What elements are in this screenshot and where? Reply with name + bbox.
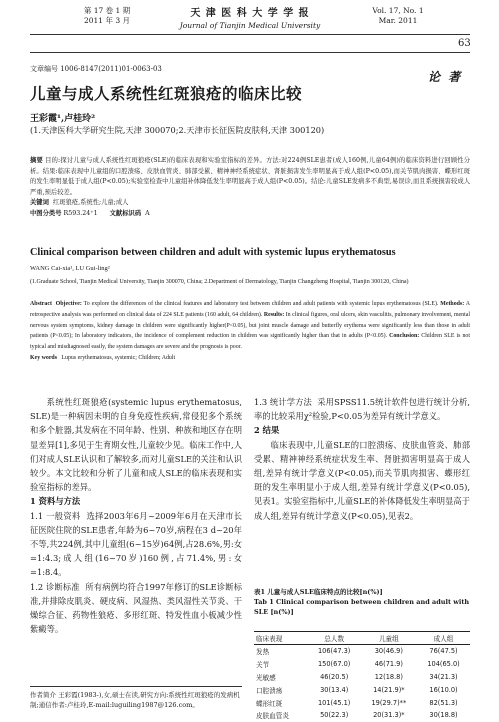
section-1-2-title: 1.2 诊断标准 <box>30 581 80 592</box>
table-cell: 关节 <box>256 661 270 670</box>
section-1-1 <box>30 509 242 580</box>
en-methods: A retrospective analysis was performed on clinical data of 224 SLE patients (160 adult, 64 children). <box>30 301 470 318</box>
table-cell: 30(13.4) <box>320 685 349 694</box>
journal-header <box>150 4 350 30</box>
en-keywords-label: Key words <box>30 354 57 361</box>
section-1-3-text: 采用SPSS11.5统计软件包进行统计分析,率的比较采用χ²检验,P<0.05为差异有统计学意义。 <box>254 397 470 422</box>
header-rule <box>30 34 470 35</box>
en-conclusion: Children SLE is not typical and misdiagnosed easily, the system damages are severe and the prognosis is poor. <box>30 333 470 351</box>
en-objective: To explore the differences of the clinical features and laboratory test between children and adult patients with systemic lupus erythematosus (SLE). <box>83 301 439 307</box>
article-category: 论 著 <box>428 70 463 84</box>
table-cell: 30(18.8) <box>429 711 458 720</box>
abstract-paragraph <box>30 156 470 198</box>
abstract-text: 目的:探讨儿童与成人系统性红斑狼疮(SLE)的临床表现和实验室指标的差异。方法:对224例SLE患者(成人160例,儿童64例)的临床资料进行回顾性分析。结果:临床表现中儿童组的口腔溃疡、皮肤血管炎、肺部受累、精神神经系统症状、肾脏损害发生率明显高于成人组(P<0.05),而关节肌肉损害、蝶形红斑的发生率明显低于成人组(P<0.05);实验室检查中儿童组补体降低发生率明显高于成人组(P<0.05)。结论:儿童SLE发病多不典型,易误诊,而且系统损害较成人严重,预后较差。 <box>30 157 470 196</box>
en-conclusion-label: Conclusion: <box>389 333 420 340</box>
table-cell: 50(22.3) <box>320 711 349 720</box>
en-keywords-line <box>30 353 470 364</box>
section-1-3-title: 1.3 统计学方法 <box>254 397 312 407</box>
abstract-label: 摘要 <box>30 157 43 164</box>
table-cell: 蝶形红斑 <box>256 699 283 708</box>
table-row <box>254 671 470 684</box>
table-row <box>254 645 470 658</box>
table-cell: 16(10.0) <box>429 685 458 694</box>
table-cell: 发热 <box>256 648 270 657</box>
footnote-rule <box>30 686 242 687</box>
authors: 王彩霞¹,卢桂玲² <box>30 114 96 124</box>
header-issue-en <box>368 6 428 26</box>
table-header-row <box>254 632 470 645</box>
doc-code-label: 文献标识码 <box>109 209 142 217</box>
table-cell: 14(21.9)* <box>373 685 405 694</box>
section-1-1-title: 1.1 一般资料 <box>30 510 81 521</box>
clc-value: R593.24⁺1 <box>63 209 98 217</box>
table-row <box>254 683 470 696</box>
en-results: In clinical figures, oral ulcers, skin vasculitis, pulmonary involvement, mental nervous system symptoms, kidney damage in children were significantly higher(P<0.05), but joint muscle damage and butterfly erythema were significantly less than those in adult patients (P<0.05); In laboratory indicators, the incidence of complement reduction in children was significantly higher than that in adults (P<0.05). <box>30 311 470 340</box>
section-1-1-text: 选择2003年6月~2009年6月在天津市长征医院住院的SLE患者,年龄为6~70岁,病程在3 d~20年不等,共224例,其中儿童组(6~15岁)64例,占28.6%,男:女=1:4.3;成人组(16~70岁)160例,占71.4%,男:女=1:8.4。 <box>30 510 242 578</box>
header-volume-en: Vol. 17, No. 1 <box>372 6 424 15</box>
body-right-column <box>254 395 470 523</box>
section-1-2-text: 所有病例均符合1997年修订的SLE诊断标准,并排除皮肌炎、硬皮病、风湿热、类风湿性关节炎、干燥综合征、药物性狼疮、多形红斑、特发性血小板减少性紫癜等。 <box>30 581 242 635</box>
page-number: 63 <box>458 38 471 49</box>
keywords-line <box>30 198 470 209</box>
table-cell: 76(47.5) <box>429 647 458 656</box>
body-left-column <box>30 395 242 636</box>
journal-name-en: Journal of Tianjin Medical University <box>179 21 321 30</box>
en-results-label: Results: <box>263 311 285 318</box>
table-cell: 46(71.9) <box>374 660 403 669</box>
header-rule-2 <box>30 52 470 53</box>
journal-name-cn: 天 津 医 科 大 学 学 报 <box>190 8 310 19</box>
english-affiliation: (1.Graduate School, Tianjin Medical University, Tianjin 300070, China; 2.Department of Dermatology, Tianjin Changzheng Hospital, Tianjin 300120, China) <box>30 279 409 285</box>
table-cell: 34(21.3) <box>429 672 458 681</box>
table-row <box>254 696 470 709</box>
classification-line <box>30 209 470 220</box>
keywords-label: 关键词 <box>30 199 49 207</box>
table-cell: 30(46.9) <box>374 647 403 656</box>
table-1 <box>254 631 470 722</box>
table-cell: 150(67.0) <box>317 660 351 669</box>
header-issue <box>72 6 142 26</box>
table-caption-cn: 表1 儿童与成人SLE临床特点的比较[n(%)] <box>254 588 383 596</box>
chinese-abstract <box>30 156 470 220</box>
english-title: Clinical comparison between children and adult with systemic lupus erythematosus <box>30 247 396 258</box>
table-cell: 口腔溃疡 <box>256 686 283 695</box>
affiliation: (1.天津医科大学研究生院,天津 300070;2.天津市长征医院皮肤科,天津 300120) <box>30 125 325 135</box>
english-authors: WANG Cai-xia¹, LU Gui-ling² <box>30 265 110 272</box>
table-cell: 12(18.8) <box>374 672 403 681</box>
table-header: 儿童组 <box>361 632 417 645</box>
table-header: 总人数 <box>308 632 361 645</box>
table-cell: 46(20.5) <box>320 672 349 681</box>
en-keywords: Lupus erythematosus, systemic; Children; Adult <box>61 354 176 361</box>
clc-label: 中图分类号 <box>30 209 62 217</box>
section-1-heading: 1 资料与方法 <box>30 496 81 507</box>
doc-code-value: A <box>145 209 150 217</box>
table-row <box>254 709 470 722</box>
table-cell: 光敏感 <box>256 673 276 682</box>
table-cell: 皮肤血管炎 <box>256 712 289 721</box>
table-row <box>254 658 470 671</box>
header-date-en: Mar. 2011 <box>378 16 418 25</box>
table-header: 临床表现 <box>254 632 308 645</box>
table-cell: 106(47.3) <box>317 647 351 656</box>
english-abstract <box>30 299 470 364</box>
table-caption-en: Tab 1 Clinical comparison between children and adult with SLE [n(%)] <box>254 598 470 616</box>
en-abstract-label: Abstract <box>30 301 52 307</box>
section-1-2 <box>30 580 242 637</box>
table-cell: 104(65.0) <box>427 660 460 669</box>
article-title: 儿童与成人系统性红斑狼疮的临床比较 <box>30 85 303 103</box>
author-footnote: 作者简介 王彩霞(1983-),女,硕士在读,研究方向:系统性红斑狼疮的发病机制;通信作者:卢桂玲,E-mail:luguiling1987@126.com。 <box>30 691 240 709</box>
results-paragraph: 临床表现中,儿童SLE的口腔溃疡、皮肤血管炎、肺部受累、精神神经系统症状发生率、肾脏损害明显高于成人组,差异有统计学意义(P<0.05),而关节肌肉损害、蝶形红斑的发生率明显小于成人组,差异有统计学意义(P<0.05),见表1。实验室指标中,儿童SLE的补体降低发生率明显高于成人组,差异有统计学意义(P<0.05),见表2。 <box>254 439 470 521</box>
article-number: 文章编号 1006-8147(2011)01-0063-03 <box>30 65 162 73</box>
en-methods-label: Methods: <box>440 301 465 307</box>
table-caption <box>254 587 470 617</box>
header-date: 2011 年 3 月 <box>83 16 130 25</box>
intro-paragraph: 系统性红斑狼疮(systemic lupus erythematosus, SLE)是一种病因未明的自身免疫性疾病,常侵犯多个系统和多个脏器,其发病在不同年龄、性别、种族和地区存在明显差异[1],多见于生育期女性,儿童较少见。临床工作中,人们对成人SLE认识和了解较多,而对儿童SLE的关注和认识较少。本文比较和分析了儿童和成人SLE的临床表现和实验室指标的差异。 <box>30 397 242 493</box>
section-2-heading: 2 结果 <box>254 425 280 436</box>
section-1-3 <box>254 395 470 423</box>
table-cell: 20(31.3)* <box>373 711 405 720</box>
table-cell: 82(51.3) <box>429 698 458 707</box>
en-objective-label: Objective: <box>55 301 82 307</box>
table-cell: 101(45.1) <box>317 698 351 707</box>
keywords-text: 红斑狼疮,系统性;儿童;成人 <box>52 199 129 207</box>
header-volume: 第 17 卷 1 期 <box>83 6 131 15</box>
table-header: 成人组 <box>417 632 470 645</box>
table-cell: 19(29.7)** <box>371 698 407 707</box>
